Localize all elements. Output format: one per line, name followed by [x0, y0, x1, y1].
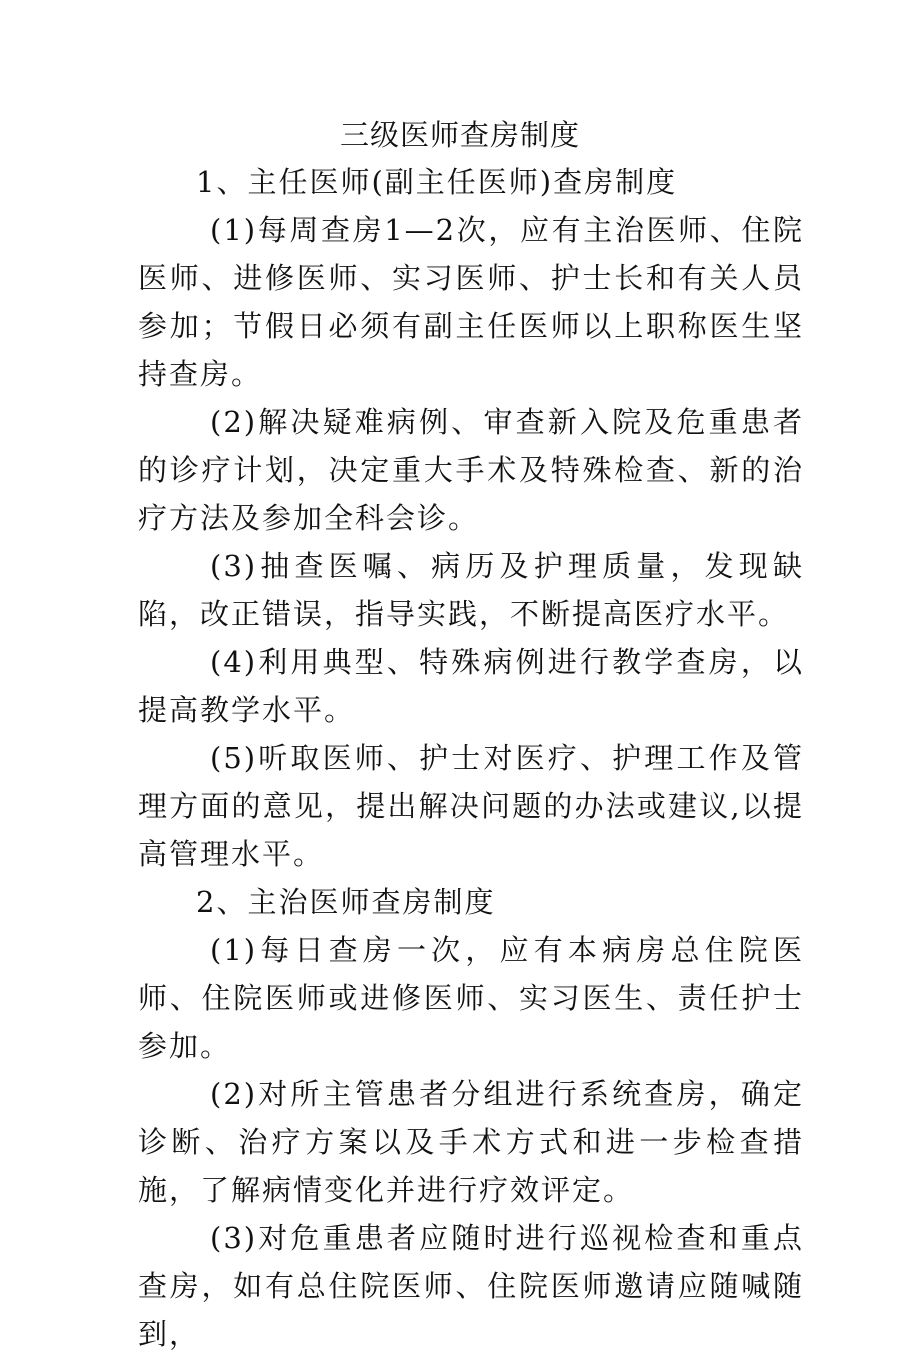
paragraph: (2)对所主管患者分组进行系统查房，确定诊断、治疗方案以及手术方式和进一步检查措施，了解病情变化并进行疗效评定。: [138, 1077, 804, 1207]
paragraph: (1)每日查房一次，应有本病房总住院医师、住院医师或进修医师、实习医生、责任护士参加。: [138, 933, 804, 1063]
paragraph: (3)对危重患者应随时进行巡视检查和重点查房，如有总住院医师、住院医师邀请应随喊随到，: [138, 1221, 804, 1351]
section-heading: 2、主治医师查房制度: [196, 885, 496, 919]
paragraph: (4)利用典型、特殊病例进行教学查房，以提高教学水平。: [138, 645, 804, 727]
section-heading: 1、主任医师(副主任医师)查房制度: [196, 165, 678, 199]
paragraph: (3)抽查医嘱、病历及护理质量，发现缺陷，改正错误，指导实践，不断提高医疗水平。: [138, 549, 804, 631]
document-body: [138, 158, 804, 1358]
paragraph: (1)每周查房1—2次，应有主治医师、住院医师、进修医师、实习医师、护士长和有关人员参加；节假日必须有副主任医师以上职称医生坚持查房。: [138, 213, 804, 391]
paragraph: (2)解决疑难病例、审查新入院及危重患者的诊疗计划，决定重大手术及特殊检查、新的治疗方法及参加全科会诊。: [138, 405, 804, 535]
paragraph: (5)听取医师、护士对医疗、护理工作及管理方面的意见，提出解决问题的办法或建议,以提高管理水平。: [138, 741, 804, 871]
document-title: 三级医师查房制度: [339, 118, 580, 152]
